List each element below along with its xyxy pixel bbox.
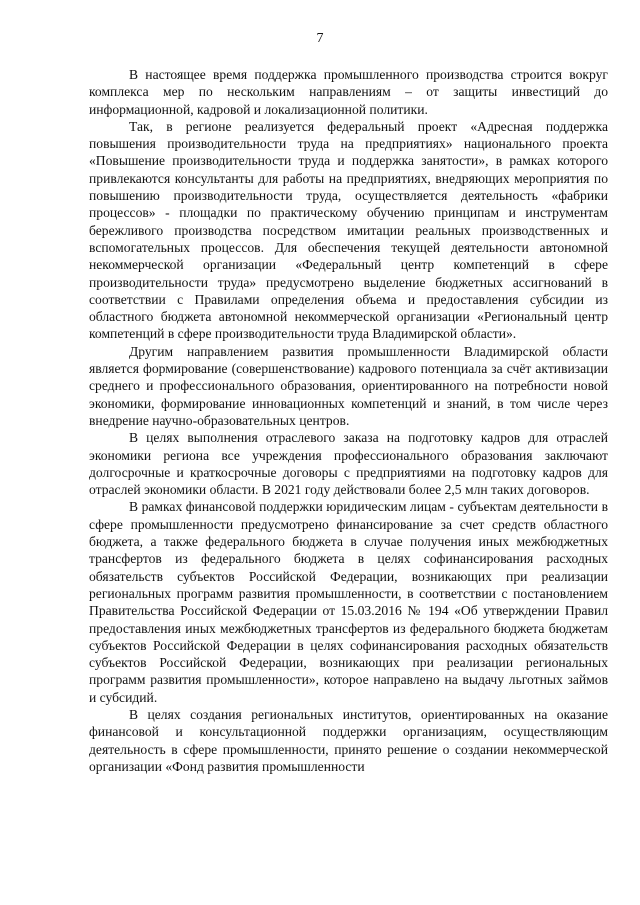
paragraph-6: В целях создания региональных институтов, ориентированных на оказание финансовой и консультационной поддержки организациям, осуществляющим деятельность в сфере промышленности, принято решение о создании некоммерческой организации «Фонд развития промышленности	[89, 706, 608, 774]
paragraph-5: В рамках финансовой поддержки юридическим лицам - субъектам деятельности в сфере промышленности предусмотрено финансирование за счет средств областного бюджета, а также федерального бюджета в случае получения иных межбюджетных трансфертов из федерального бюджета в целях софинансирования расходных обязательств субъектов Российской Федерации, возникающих при реализации региональных программ развития промышленности, в соответствии с постановлением Правительства Российской Федерации от 15.03.2016 № 194 «Об утверждении Правил предоставления иных межбюджетных трансфертов из федерального бюджета бюджетам субъектов Российской Федерации в целях софинансирования расходных обязательств субъектов Российской Федерации, возникающих при реализации региональных программ развития промышленности», которое направлено на выдачу льготных займов и субсидий.	[89, 499, 608, 705]
paragraph-4: В целях выполнения отраслевого заказа на подготовку кадров для отраслей экономики региона все учреждения профессионального образования заключают долгосрочные и краткосрочные договоры с предприятиями на подготовку кадров для отраслей экономики области. В 2021 году действовали более 2,5 млн таких договоров.	[89, 430, 608, 498]
paragraph-3: Другим направлением развития промышленности Владимирской области является формирование (совершенствование) кадрового потенциала за счёт активизации среднего и профессионального образования, ориентированного на потребности новой экономики, формирование инновационных компетенций и знаний, в том числе через внедрение научно-образовательных центров.	[89, 343, 608, 428]
body-text	[89, 66, 608, 775]
paragraph-1: В настоящее время поддержка промышленного производства строится вокруг комплекса мер по нескольким направлениям – от защиты инвестиций до информационной, кадровой и локализационной политики.	[89, 67, 608, 117]
page-number: 7	[316, 31, 324, 46]
paragraph-2: Так, в регионе реализуется федеральный проект «Адресная поддержка повышения производительности труда на предприятиях» национального проекта «Повышение производительности труда и поддержка занятости», в рамках которого привлекаются консультанты для работы на предприятиях, внедряющих мероприятия по повышению производительности труда, осуществляется деятельность «фабрики процессов» - площадки по практическому обучению принципам и инструментам бережливого производства посредством имитации реальных производственных и вспомогательных процессов. Для обеспечения текущей деятельности автономной некоммерческой организации «Федеральный центр компетенций в сфере производительности труда» предусмотрено выделение бюджетных ассигнований в соответствии с Правилами определения объема и предоставления субсидии из областного бюджета автономной некоммерческой организации «Региональный центр компетенций в сфере производительности труда Владимирской области».	[89, 118, 608, 342]
